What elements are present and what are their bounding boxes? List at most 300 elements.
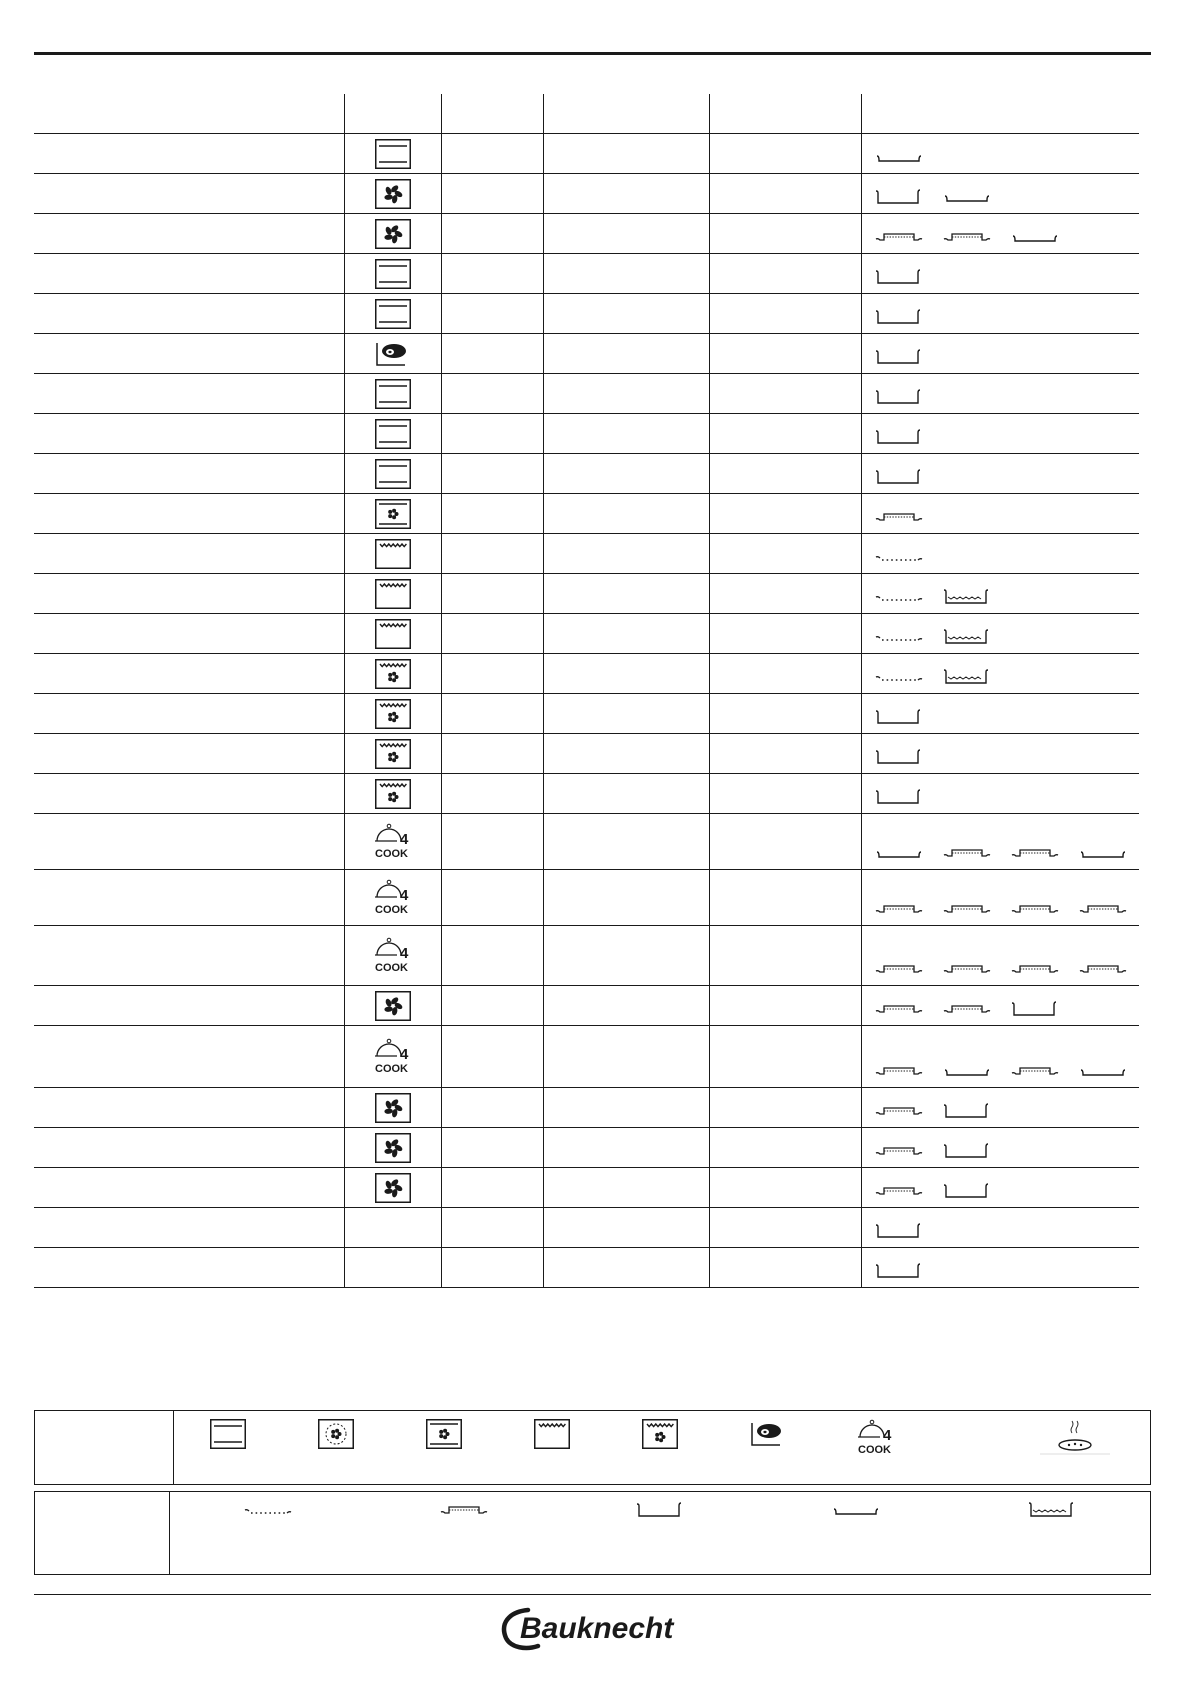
time-cell [709, 174, 861, 213]
function-cell [344, 1168, 441, 1207]
food-cell [34, 174, 344, 213]
temperature-cell [543, 734, 709, 773]
temperature-cell [543, 414, 709, 453]
baking-tray-icon [1078, 843, 1128, 861]
wire-shelf-icon [243, 1500, 293, 1518]
food-cell [34, 614, 344, 653]
table-row [34, 254, 1139, 294]
table-row [34, 334, 1139, 374]
drip-tray-icon [1027, 1500, 1077, 1518]
food-cell [34, 774, 344, 813]
accessory-group [874, 307, 924, 325]
wire-shelf-icon [874, 627, 924, 645]
time-cell [709, 1026, 861, 1087]
top-rule [34, 52, 1151, 55]
legend-function-item [606, 1419, 714, 1449]
food-cell [34, 986, 344, 1025]
preheat-cell [441, 1168, 543, 1207]
legend-function-item [930, 1419, 1110, 1455]
accessory-group [874, 899, 1128, 917]
temperature-cell [543, 454, 709, 493]
baking-tray-icon [1078, 1061, 1128, 1079]
cake-rack-icon [942, 227, 992, 245]
time-cell [709, 374, 861, 413]
legend-accessory-icons [170, 1492, 1150, 1574]
preheat-cell [441, 134, 543, 173]
time-cell [709, 734, 861, 773]
function-cell [344, 926, 441, 985]
accessory-group [874, 587, 992, 605]
preheat-cell [441, 614, 543, 653]
table-row [34, 1248, 1139, 1288]
time-cell [709, 454, 861, 493]
table-row [34, 294, 1139, 334]
accessory-group [874, 707, 924, 725]
table-row [34, 1168, 1139, 1208]
legend-function-icons [174, 1411, 1150, 1484]
legend-function-item [390, 1419, 498, 1449]
accessory-group [874, 1101, 992, 1119]
function-cell [344, 494, 441, 533]
header-cell-time [709, 94, 861, 133]
wire-shelf-icon [874, 667, 924, 685]
cook4-icon [373, 879, 413, 917]
food-cell [34, 734, 344, 773]
temperature-cell [543, 1128, 709, 1167]
preheat-cell [441, 694, 543, 733]
temperature-cell [543, 334, 709, 373]
baking-tray-icon [831, 1500, 881, 1518]
conventional-heat-icon [210, 1419, 246, 1449]
preheat-cell [441, 334, 543, 373]
deep-pan-icon [874, 707, 924, 725]
accessory-group [874, 187, 992, 205]
function-cell [344, 870, 441, 925]
food-cell [34, 1208, 344, 1247]
temperature-cell [543, 494, 709, 533]
accessory-group [874, 959, 1128, 977]
time-cell [709, 614, 861, 653]
brand-name: Bauknecht [520, 1612, 674, 1645]
accessory-group [874, 267, 924, 285]
deep-pan-icon [874, 787, 924, 805]
table-row [34, 614, 1139, 654]
accessory-group [874, 1221, 924, 1239]
time-cell [709, 814, 861, 869]
cake-rack-icon [874, 507, 924, 525]
function-cell [344, 174, 441, 213]
time-cell [709, 986, 861, 1025]
wire-shelf-icon [874, 587, 924, 605]
table-row [34, 1088, 1139, 1128]
accessory-group [874, 547, 924, 565]
time-cell [709, 1208, 861, 1247]
temperature-cell [543, 614, 709, 653]
food-cell [34, 1248, 344, 1287]
svg-text:4: 4 [400, 830, 409, 848]
cook4-icon [373, 937, 413, 975]
svg-text:COOK: COOK [375, 1062, 408, 1075]
table-row [34, 574, 1139, 614]
function-cell [344, 134, 441, 173]
accessory-group [874, 1061, 1128, 1079]
accessories-cell [861, 494, 1139, 533]
food-cell [34, 1168, 344, 1207]
accessory-group [874, 467, 924, 485]
accessory-group [874, 387, 924, 405]
convection-bake-icon [375, 1133, 411, 1163]
drip-tray-icon [942, 587, 992, 605]
time-cell [709, 1088, 861, 1127]
time-cell [709, 134, 861, 173]
food-cell [34, 454, 344, 493]
cake-rack-icon [874, 1101, 924, 1119]
food-cell [34, 694, 344, 733]
accessories-cell [861, 654, 1139, 693]
temperature-cell [543, 1168, 709, 1207]
bauknecht-logo [498, 1602, 688, 1654]
temperature-cell [543, 774, 709, 813]
temperature-cell [543, 986, 709, 1025]
convection-bake-icon [375, 1093, 411, 1123]
function-cell [344, 1128, 441, 1167]
function-cell [344, 694, 441, 733]
deep-pan-icon [635, 1500, 685, 1518]
wire-shelf-icon [874, 547, 924, 565]
accessory-group [874, 147, 924, 165]
table-row [34, 870, 1139, 926]
legend-function-item [498, 1419, 606, 1449]
accessories-cell [861, 774, 1139, 813]
svg-text:4: 4 [400, 1045, 409, 1063]
table-row [34, 654, 1139, 694]
accessories-cell [861, 926, 1139, 985]
header-cell-preheat [441, 94, 543, 133]
meat-function-icon [750, 1419, 786, 1449]
table-row [34, 494, 1139, 534]
function-cell [344, 294, 441, 333]
time-cell [709, 926, 861, 985]
accessories-cell [861, 1128, 1139, 1167]
turbo-grill-icon [375, 699, 411, 729]
food-cell [34, 870, 344, 925]
svg-text:4: 4 [400, 944, 409, 962]
function-cell [344, 574, 441, 613]
function-cell [344, 254, 441, 293]
accessories-cell [861, 454, 1139, 493]
food-cell [34, 334, 344, 373]
conventional-heat-icon [375, 299, 411, 329]
temperature-cell [543, 654, 709, 693]
legend-function-item [174, 1419, 282, 1449]
accessories-cell [861, 694, 1139, 733]
function-cell [344, 774, 441, 813]
fan-forced-icon [426, 1419, 462, 1449]
cake-rack-icon [1010, 843, 1060, 861]
deep-pan-icon [874, 347, 924, 365]
function-cell [344, 534, 441, 573]
function-cell [344, 614, 441, 653]
turbo-grill-icon [642, 1419, 678, 1449]
time-cell [709, 574, 861, 613]
baking-tray-icon [942, 187, 992, 205]
accessory-group [874, 787, 924, 805]
legend-accessory-item [758, 1500, 954, 1518]
accessory-group [874, 747, 924, 765]
preheat-cell [441, 774, 543, 813]
food-cell [34, 494, 344, 533]
food-cell [34, 574, 344, 613]
deep-pan-icon [874, 427, 924, 445]
preheat-cell [441, 494, 543, 533]
accessories-cell [861, 414, 1139, 453]
meat-function-icon [375, 339, 411, 369]
table-row [34, 174, 1139, 214]
accessory-group [874, 667, 992, 685]
cake-rack-icon [874, 227, 924, 245]
temperature-cell [543, 814, 709, 869]
cooking-table [34, 94, 1139, 1288]
temperature-cell [543, 294, 709, 333]
accessories-cell [861, 614, 1139, 653]
table-row [34, 734, 1139, 774]
function-cell [344, 1088, 441, 1127]
baking-tray-icon [874, 843, 924, 861]
time-cell [709, 1248, 861, 1287]
preheat-cell [441, 414, 543, 453]
temperature-cell [543, 574, 709, 613]
turbo-grill-icon [375, 779, 411, 809]
temperature-cell [543, 214, 709, 253]
time-cell [709, 774, 861, 813]
temperature-cell [543, 1208, 709, 1247]
table-row [34, 694, 1139, 734]
accessories-cell [861, 1168, 1139, 1207]
legend-functions-row [34, 1410, 1151, 1485]
food-cell [34, 1128, 344, 1167]
legend [34, 1410, 1151, 1581]
deep-pan-icon [942, 1101, 992, 1119]
time-cell [709, 334, 861, 373]
preheat-cell [441, 294, 543, 333]
table-row [34, 774, 1139, 814]
time-cell [709, 870, 861, 925]
food-cell [34, 254, 344, 293]
cake-rack-icon [874, 1181, 924, 1199]
temperature-cell [543, 534, 709, 573]
cake-rack-icon [942, 899, 992, 917]
legend-accessories-label [35, 1492, 170, 1574]
fan-forced-round-icon [318, 1419, 354, 1449]
conventional-heat-icon [375, 259, 411, 289]
accessories-cell [861, 534, 1139, 573]
accessories-cell [861, 214, 1139, 253]
preheat-cell [441, 214, 543, 253]
food-cell [34, 814, 344, 869]
accessory-group [874, 999, 1060, 1017]
legend-functions-label [35, 1411, 174, 1484]
bottom-rule [34, 1594, 1151, 1595]
cake-rack-icon [1078, 959, 1128, 977]
table-row [34, 214, 1139, 254]
function-cell [344, 1026, 441, 1087]
temperature-cell [543, 374, 709, 413]
temperature-cell [543, 174, 709, 213]
convection-bake-icon [375, 219, 411, 249]
svg-text:COOK: COOK [375, 903, 408, 916]
food-cell [34, 214, 344, 253]
accessory-group [874, 1261, 924, 1279]
function-cell [344, 214, 441, 253]
preheat-cell [441, 174, 543, 213]
conventional-heat-icon [375, 459, 411, 489]
accessories-cell [861, 134, 1139, 173]
table-body [34, 134, 1139, 1288]
accessories-cell [861, 174, 1139, 213]
time-cell [709, 654, 861, 693]
temperature-cell [543, 870, 709, 925]
time-cell [709, 254, 861, 293]
function-cell [344, 814, 441, 869]
svg-text:4: 4 [883, 1427, 892, 1444]
cake-rack-icon [942, 999, 992, 1017]
baking-tray-icon [874, 147, 924, 165]
cake-rack-icon [874, 959, 924, 977]
food-cell [34, 926, 344, 985]
table-row [34, 534, 1139, 574]
deep-pan-icon [874, 267, 924, 285]
table-row [34, 814, 1139, 870]
legend-function-item [822, 1419, 930, 1457]
preheat-cell [441, 1208, 543, 1247]
preheat-cell [441, 986, 543, 1025]
svg-text:4: 4 [400, 886, 409, 904]
food-cell [34, 1088, 344, 1127]
temperature-cell [543, 1088, 709, 1127]
table-row [34, 926, 1139, 986]
cook4-icon [373, 1038, 413, 1076]
food-cell [34, 1026, 344, 1087]
function-cell [344, 734, 441, 773]
turbo-grill-icon [375, 739, 411, 769]
accessories-cell [861, 734, 1139, 773]
drip-tray-icon [942, 627, 992, 645]
convection-bake-icon [375, 1173, 411, 1203]
preheat-cell [441, 926, 543, 985]
table-row [34, 1026, 1139, 1088]
preheat-cell [441, 1088, 543, 1127]
food-cell [34, 294, 344, 333]
deep-pan-icon [874, 307, 924, 325]
accessories-cell [861, 374, 1139, 413]
time-cell [709, 414, 861, 453]
temperature-cell [543, 1026, 709, 1087]
drip-tray-icon [942, 667, 992, 685]
cook4-icon [856, 1419, 896, 1457]
deep-pan-icon [874, 1261, 924, 1279]
preheat-cell [441, 654, 543, 693]
preheat-cell [441, 1026, 543, 1087]
table-row [34, 454, 1139, 494]
accessory-group [874, 227, 1060, 245]
preheat-cell [441, 454, 543, 493]
accessory-group [874, 347, 924, 365]
turbo-grill-icon [375, 659, 411, 689]
temperature-cell [543, 694, 709, 733]
convection-bake-icon [375, 991, 411, 1021]
cook4-icon [373, 823, 413, 861]
preheat-cell [441, 814, 543, 869]
cake-rack-icon [1010, 899, 1060, 917]
accessory-group [874, 843, 1128, 861]
svg-text:COOK: COOK [858, 1444, 891, 1456]
temperature-cell [543, 134, 709, 173]
accessories-cell [861, 574, 1139, 613]
header-cell-function [344, 94, 441, 133]
preheat-cell [441, 734, 543, 773]
grill-icon [375, 619, 411, 649]
temperature-cell [543, 926, 709, 985]
legend-accessories-row [34, 1491, 1151, 1575]
grill-icon [375, 579, 411, 609]
table-row [34, 986, 1139, 1026]
table-row [34, 134, 1139, 174]
legend-function-item [282, 1419, 390, 1449]
accessory-group [874, 507, 924, 525]
grill-icon [375, 539, 411, 569]
preheat-cell [441, 1248, 543, 1287]
food-cell [34, 414, 344, 453]
accessory-group [874, 1141, 992, 1159]
legend-accessory-item [366, 1500, 562, 1518]
accessories-cell [861, 870, 1139, 925]
cake-rack-icon [1078, 899, 1128, 917]
function-cell [344, 1248, 441, 1287]
legend-function-item [714, 1419, 822, 1449]
time-cell [709, 1128, 861, 1167]
legend-accessory-item [562, 1500, 758, 1518]
food-cell [34, 134, 344, 173]
accessories-cell [861, 986, 1139, 1025]
temperature-cell [543, 254, 709, 293]
cake-rack-icon [874, 899, 924, 917]
cake-rack-icon [942, 959, 992, 977]
accessory-group [874, 1181, 992, 1199]
preheat-cell [441, 574, 543, 613]
preheat-cell [441, 534, 543, 573]
svg-text:COOK: COOK [375, 961, 408, 974]
conventional-heat-icon [375, 379, 411, 409]
time-cell [709, 214, 861, 253]
preheat-cell [441, 1128, 543, 1167]
accessories-cell [861, 1026, 1139, 1087]
header-cell-food [34, 94, 344, 133]
function-cell [344, 654, 441, 693]
accessories-cell [861, 334, 1139, 373]
accessories-cell [861, 1088, 1139, 1127]
header-cell-temperature [543, 94, 709, 133]
baking-tray-icon [1010, 227, 1060, 245]
time-cell [709, 294, 861, 333]
function-cell [344, 454, 441, 493]
deep-pan-icon [942, 1141, 992, 1159]
deep-pan-icon [1010, 999, 1060, 1017]
deep-pan-icon [874, 387, 924, 405]
accessories-cell [861, 814, 1139, 869]
pizza-steam-icon [1040, 1419, 1110, 1455]
function-cell [344, 986, 441, 1025]
cake-rack-icon [874, 1061, 924, 1079]
